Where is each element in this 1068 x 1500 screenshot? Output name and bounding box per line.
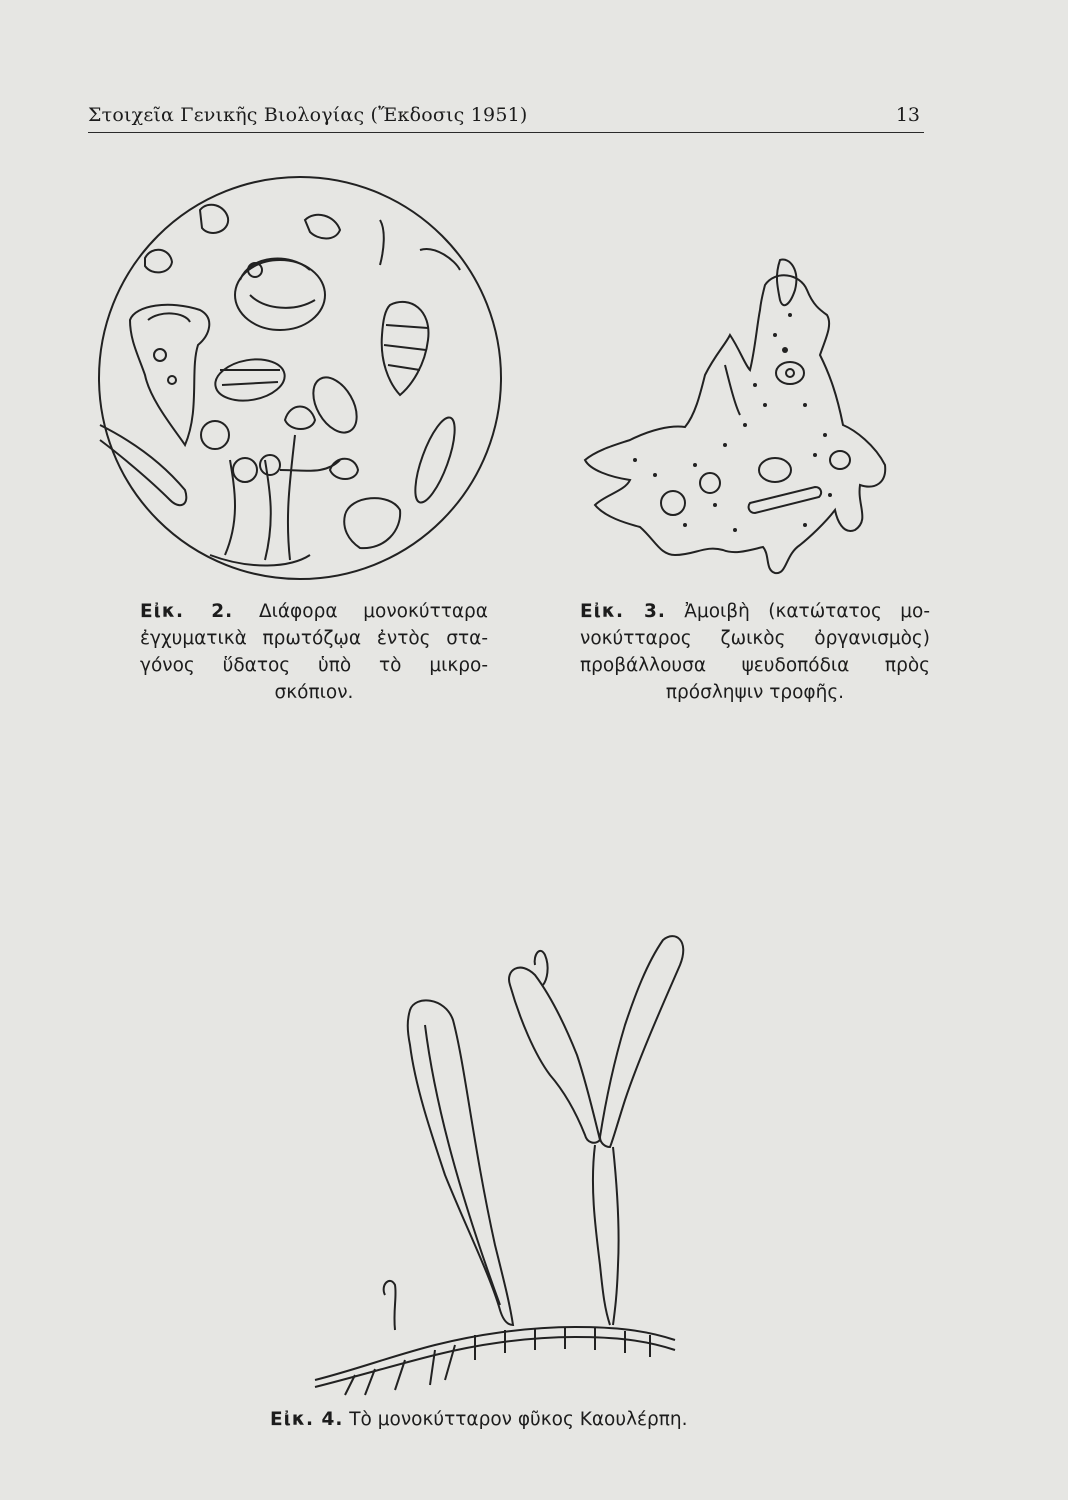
figure-3-caption-line-2: νοκύτταρος ζωικὸς ὀργανισμὸς) [580, 628, 930, 649]
figure-3-caption [580, 598, 930, 706]
figure-2-caption-line-4: σκόπιον. [274, 682, 354, 703]
running-header [88, 100, 924, 133]
figure-3-label: Εἰκ. 3. [580, 601, 666, 622]
amoeba-drawing [575, 255, 910, 580]
figure-2-protozoa-illustration [90, 170, 510, 590]
running-title: Στοιχεῖα Γενικῆς Βιολογίας (Ἔκδοσις 1951) [88, 104, 528, 126]
figure-4-caption-text: Τὸ μονοκύτταρον φῦκος Καουλέρπη. [349, 1409, 688, 1430]
figure-2-caption [140, 598, 488, 706]
figure-3-amoeba-illustration [575, 255, 910, 580]
figure-2-label: Εἰκ. 2. [140, 601, 234, 622]
figure-4-caption [270, 1406, 810, 1433]
figure-3-caption-line-1: Εἰκ. 3. Ἀμοιβὴ (κατώτατος μο- [580, 601, 930, 622]
figure-2-caption-line-1: Εἰκ. 2. Διάφορα μονοκύτταρα [140, 601, 488, 622]
page-number: 13 [895, 104, 920, 126]
caulerpa-drawing [295, 925, 725, 1400]
figure-3-caption-line-3: προβάλλουσα ψευδοπόδια πρὸς [580, 655, 930, 676]
microscope-field-drawing [90, 170, 510, 590]
figure-4-label: Εἰκ. 4. [270, 1409, 344, 1430]
figure-4-caulerpa-illustration [295, 925, 725, 1400]
figure-3-caption-line-4: πρόσληψιν τροφῆς. [665, 682, 845, 703]
figure-2-caption-line-3: γόνος ὕδατος ὑπὸ τὸ μικρο- [140, 655, 488, 676]
figure-2-caption-line-2: ἐγχυματικὰ πρωτόζῳα ἐντὸς στα- [140, 628, 488, 649]
